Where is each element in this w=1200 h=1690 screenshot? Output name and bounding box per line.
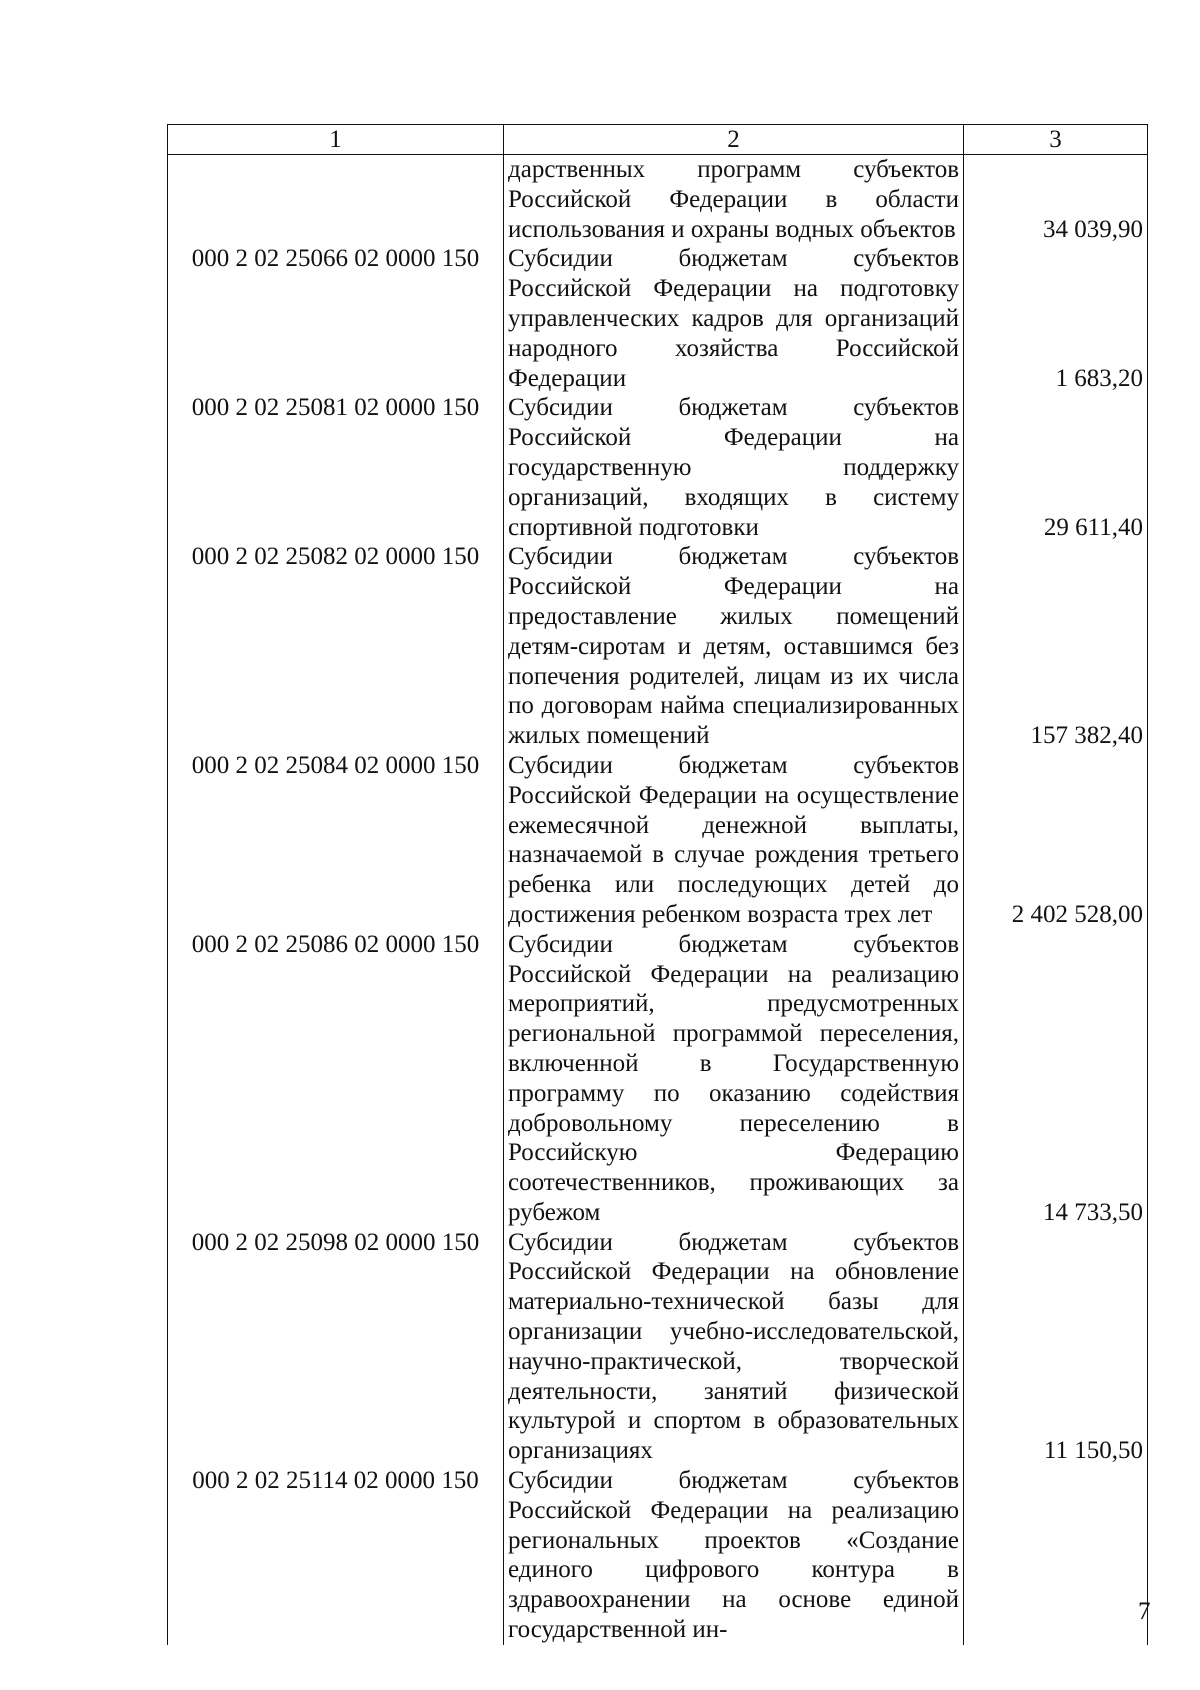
row-code: 000 2 02 25084 02 0000 150: [168, 751, 504, 930]
page-number: 7: [1138, 1598, 1151, 1625]
row-description: Субсидии бюджетам субъектов Российской Федерации на обновление материально-технической базы для организации учебно-исследовательской, научно-практической, творческой деятельности, занятий физической культурой и спортом в образовательных организациях: [504, 1228, 964, 1466]
row-description: Субсидии бюджетам субъектов Российской Федерации на реализацию региональных проектов «Создание единого цифрового контура в здравоохранении на основе единой государственной ин-: [504, 1466, 964, 1645]
row-description: дарственных программ субъектов Российской Федерации в области использования и охраны водных объектов: [504, 155, 964, 245]
row-description: Субсидии бюджетам субъектов Российской Федерации на реализацию мероприятий, предусмотренных региональной программой переселения, включенной в Государственную программу по оказанию содействия добровольному переселению в Российскую Федерацию соотечественников, проживающих за рубежом: [504, 930, 964, 1228]
row-amount: 1 683,20: [964, 244, 1148, 393]
row-amount: 157 382,40: [964, 542, 1148, 751]
row-code: 000 2 02 25066 02 0000 150: [168, 244, 504, 393]
row-code: 000 2 02 25098 02 0000 150: [168, 1228, 504, 1466]
row-code: 000 2 02 25082 02 0000 150: [168, 542, 504, 751]
row-code: 000 2 02 25086 02 0000 150: [168, 930, 504, 1228]
row-description: Субсидии бюджетам субъектов Российской Федерации на государственную поддержку организаций, входящих в систему спортивной подготовки: [504, 393, 964, 542]
column-header-2: 2: [504, 125, 964, 155]
budget-table: [167, 124, 1148, 1645]
column-header-1: 1: [168, 125, 504, 155]
table-row: [168, 751, 1148, 930]
table-row: [168, 393, 1148, 542]
table-row: [168, 244, 1148, 393]
column-header-3: 3: [964, 125, 1148, 155]
row-amount: 11 150,50: [964, 1228, 1148, 1466]
row-description: Субсидии бюджетам субъектов Российской Федерации на осуществление ежемесячной денежной выплаты, назначаемой в случае рождения третьего ребенка или последующих детей до достижения ребенком возраста трех лет: [504, 751, 964, 930]
table-row: [168, 1466, 1148, 1645]
table-row: [168, 542, 1148, 751]
table-header-row: [168, 125, 1148, 155]
table-row: [168, 1228, 1148, 1466]
table-row: [168, 930, 1148, 1228]
row-amount: 29 611,40: [964, 393, 1148, 542]
table-row: [168, 155, 1148, 245]
row-description: Субсидии бюджетам субъектов Российской Федерации на предоставление жилых помещений детям-сиротам и детям, оставшимся без попечения родителей, лицам из их числа по договорам найма специализированных жилых помещений: [504, 542, 964, 751]
row-code: 000 2 02 25114 02 0000 150: [168, 1466, 504, 1645]
row-amount: 14 733,50: [964, 930, 1148, 1228]
row-code: 000 2 02 25081 02 0000 150: [168, 393, 504, 542]
row-amount: [964, 1466, 1148, 1645]
row-amount: 2 402 528,00: [964, 751, 1148, 930]
row-description: Субсидии бюджетам субъектов Российской Федерации на подготовку управленческих кадров для организаций народного хозяйства Российской Федерации: [504, 244, 964, 393]
row-amount: 34 039,90: [964, 155, 1148, 245]
row-code: [168, 155, 504, 245]
